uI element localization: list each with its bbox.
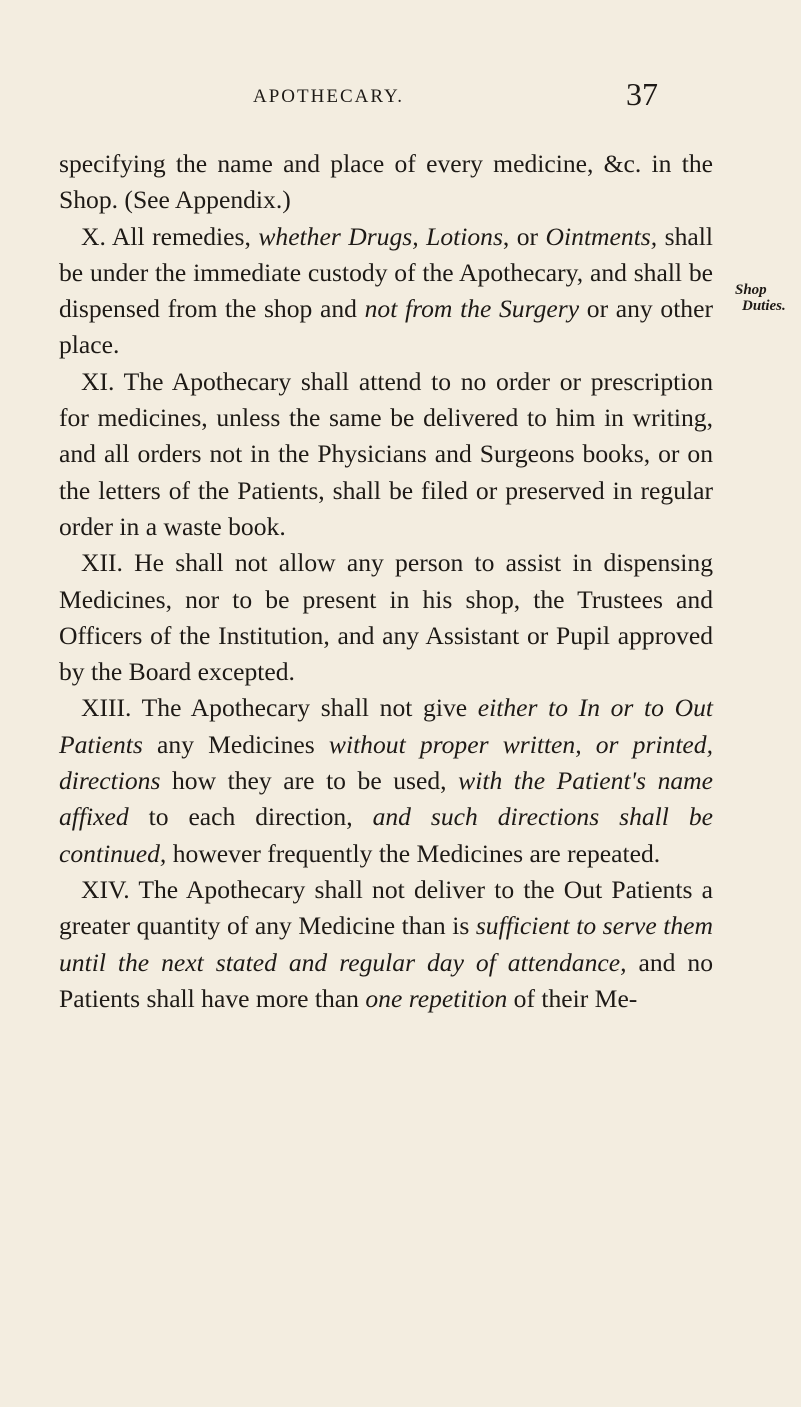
text-run: how they are to be used,: [160, 766, 459, 796]
italic-text: not from the Surgery: [364, 294, 580, 324]
text-run: , or: [502, 221, 546, 251]
text-run: or any other place.: [59, 294, 713, 360]
italic-text: one repetition: [365, 983, 508, 1013]
text-run: to each direction,: [128, 802, 373, 832]
italic-text: either to In or to Out Patients: [59, 693, 713, 759]
text-run: X. All remedies,: [81, 221, 259, 251]
margin-note: [735, 282, 801, 314]
italic-text: with the Patient's name affixed: [59, 766, 713, 832]
text-run: shall be under the immediate custody of the Apothecary, and shall be dispensed from the shop and: [59, 221, 713, 324]
paragraph-xi: [59, 364, 713, 545]
text-run: however frequently the Medicines are repeated.: [166, 838, 661, 868]
page-number: 37: [626, 76, 658, 112]
text-run: XI. The Apothecary shall attend to no order or prescription for medicines, unless the same be delivered to him in writing, and all orders not in the Physicians and Surgeons books, or on the letters of the Patients, shall be filed or preserved in regular order in a waste book.: [59, 366, 713, 541]
italic-text: and such directions shall be continued,: [59, 802, 713, 868]
paragraph-xii: [59, 545, 713, 690]
paragraph-xiii: [59, 690, 713, 871]
italic-text: whether Drugs, Lotions: [258, 221, 503, 251]
paragraph-xiv: [59, 872, 713, 1017]
running-title: APOTHECARY.: [253, 86, 404, 107]
text-run: XIV. The Apothecary shall not deliver to the Out Patients a greater quantity of any Medicine than is: [59, 874, 713, 941]
body-text: [59, 146, 713, 1017]
text-run: XIII. The Apothecary shall not give: [81, 693, 478, 723]
text-run: any Medicines: [142, 729, 329, 759]
italic-text: sufficient to serve them until the next stated and regular day of attendance,: [59, 911, 713, 977]
text-run: specifying the name and place of every medicine, &c. in the Shop. (See Appendix.): [59, 149, 713, 215]
text-run: and no Patients shall have more than: [59, 947, 713, 1013]
paragraph-x: [59, 219, 713, 364]
italic-text: Ointments,: [545, 221, 658, 251]
margin-note-line-2: Duties.: [742, 298, 786, 314]
margin-note-line-1: Shop: [735, 282, 767, 298]
text-run: of their Me-: [507, 983, 638, 1013]
italic-text: without proper written, or printed, directions: [59, 729, 713, 796]
text-run: XII. He shall not allow any person to assist in dispensing Medicines, nor to be present in his shop, the Trustees and Officers of the Institution, and any Assistant or Pupil approved by the Board excepted.: [59, 548, 713, 687]
running-head: [0, 76, 801, 120]
paragraph-cont: [59, 146, 713, 219]
